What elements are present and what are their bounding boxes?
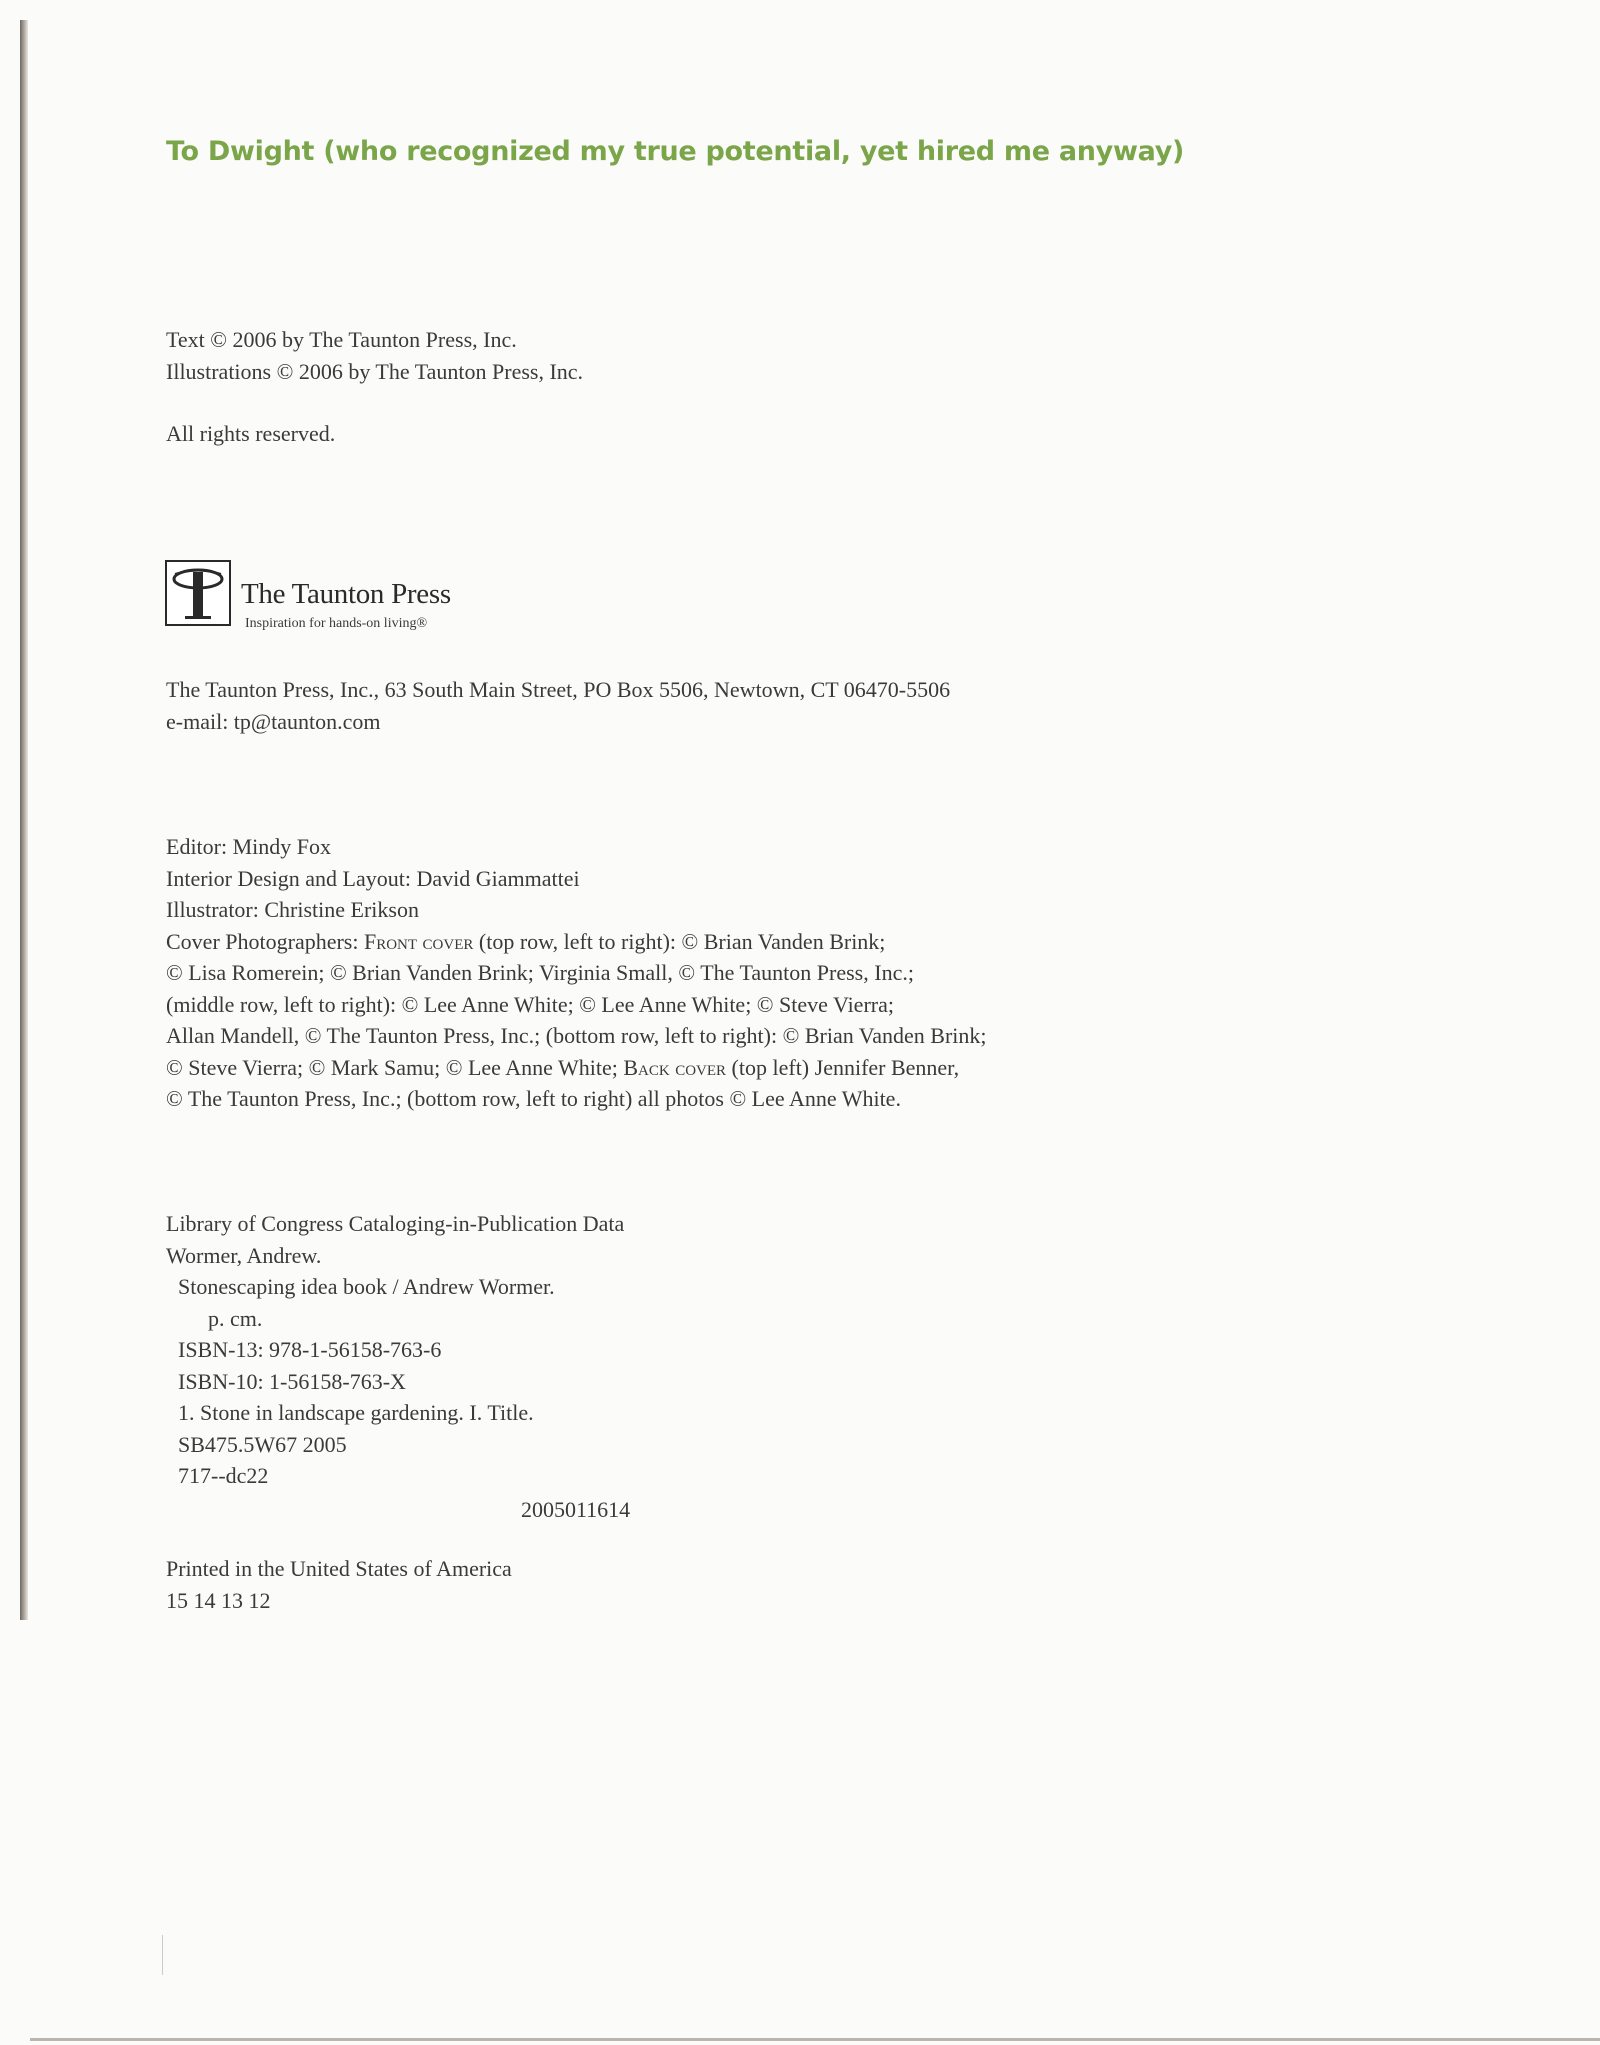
cip-title: Stonescaping idea book / Andrew Wormer.: [178, 1274, 555, 1299]
cover-credit-line: (middle row, left to right): © Lee Anne White; © Lee Anne White; © Steve Vierra;: [166, 991, 894, 1017]
cip-call-number: SB475.5W67 2005: [178, 1431, 347, 1457]
copyright-text-line: Text © 2006 by The Taunton Press, Inc.: [166, 327, 517, 352]
scan-mark: [162, 1935, 163, 1975]
cip-isbn10: ISBN-10: 1-56158-763-X: [178, 1368, 406, 1394]
copyright-block: [166, 324, 583, 450]
printing-block: [166, 1553, 512, 1616]
editor-credit: Editor: Mindy Fox: [166, 834, 332, 859]
cip-isbn13: ISBN-13: 978-1-56158-763-6: [178, 1337, 442, 1362]
cip-subject: 1. Stone in landscape gardening. I. Title.: [178, 1400, 534, 1425]
cip-heading: Library of Congress Cataloging-in-Publication Data: [166, 1211, 625, 1236]
cover-credit-suffix: (top row, left to right): © Brian Vanden Brink;: [473, 928, 886, 954]
publisher-email: e-mail: tp@taunton.com: [166, 708, 381, 734]
taunton-t-icon: [165, 560, 231, 626]
scan-bottom-edge: [30, 2038, 1600, 2041]
cover-credit-line: © The Taunton Press, Inc.; (bottom row, left to right) all photos © Lee Anne White.: [166, 1086, 901, 1111]
publisher-contact: [166, 674, 950, 737]
cover-credit-prefix: Cover Photographers:: [166, 928, 364, 954]
copyright-illustrations-line: Illustrations © 2006 by The Taunton Press, Inc.: [166, 358, 584, 384]
design-credit: Interior Design and Layout: David Giammattei: [166, 865, 580, 891]
cover-credit-line: [166, 1052, 987, 1084]
illustrator-credit: Illustrator: Christine Erikson: [166, 897, 419, 922]
back-cover-suffix: (top left) Jennifer Benner,: [726, 1054, 960, 1080]
back-cover-prefix: © Steve Vierra; © Mark Samu; © Lee Anne White;: [166, 1054, 624, 1080]
cip-pages: p. cm.: [208, 1305, 263, 1331]
cip-author: Wormer, Andrew.: [166, 1242, 322, 1268]
cip-dewey: 717--dc22: [178, 1463, 269, 1488]
cover-credit-line: [166, 926, 987, 958]
credits-block: [166, 831, 987, 1115]
publisher-tagline: Inspiration for hands-on living®: [245, 616, 428, 631]
front-cover-label: Front cover: [363, 928, 474, 954]
cover-credit-line: Allan Mandell, © The Taunton Press, Inc.; (bottom row, left to right): © Brian Vanden Brink;: [166, 1023, 987, 1048]
cip-block: [166, 1208, 630, 1525]
scan-left-edge: [20, 20, 28, 1620]
rights-statement: All rights reserved.: [166, 421, 336, 446]
dedication: To Dwight (who recognized my true potential, yet hired me anyway): [166, 136, 1185, 167]
cover-credit-line: © Lisa Romerein; © Brian Vanden Brink; Virginia Small, © The Taunton Press, Inc.;: [166, 960, 914, 985]
publisher-name: The Taunton Press: [241, 578, 451, 610]
cip-lccn: 2005011614: [521, 1496, 631, 1522]
back-cover-label: Back cover: [623, 1054, 727, 1080]
printed-in: Printed in the United States of America: [166, 1556, 512, 1581]
printing-numbers: 15 14 13 12: [166, 1587, 271, 1613]
publisher-address: The Taunton Press, Inc., 63 South Main Street, PO Box 5506, Newtown, CT 06470-5506: [166, 677, 951, 702]
